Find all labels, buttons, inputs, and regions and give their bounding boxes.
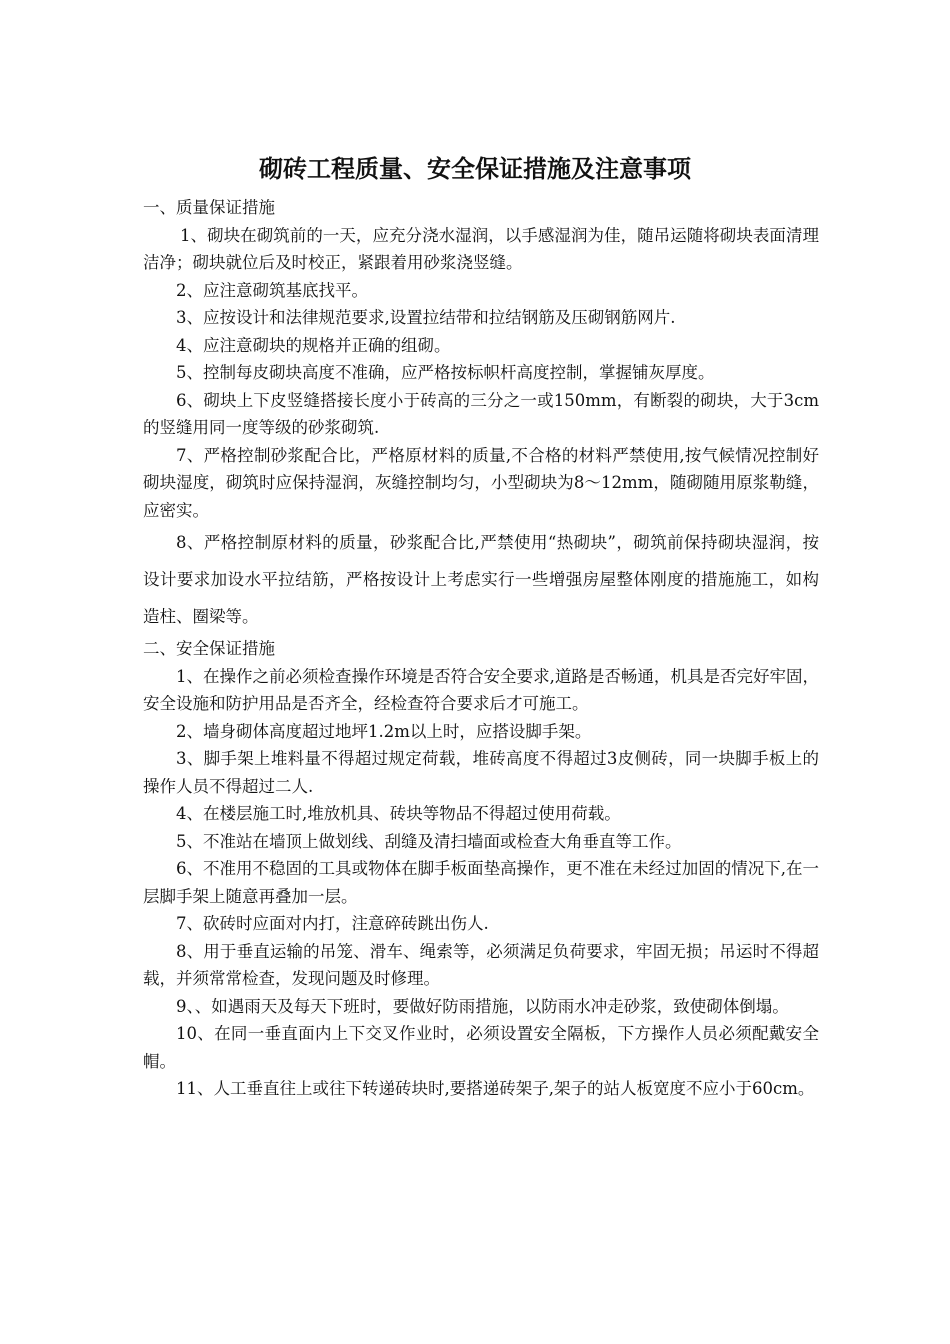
quality-item-7: 7、严格控制砂浆配合比，严格原材料的质量,不合格的材料严禁使用,按气候情况控制好砌块湿度，砌筑时应保持湿润，灰缝控制均匀，小型砌块为8～12mm，随砌随用原浆勒缝，应密实。 <box>143 445 819 520</box>
quality-item-3: 3、应按设计和法律规范要求,设置拉结带和拉结钢筋及压砌钢筋网片. <box>176 308 676 327</box>
quality-item-6: 6、砌块上下皮竖缝搭接长度小于砖高的三分之一或150mm，有断裂的砌块，大于3cm的竖缝用同一度等级的砂浆砌筑. <box>143 390 819 437</box>
section-heading-safety: 二、安全保证措施 <box>143 639 275 658</box>
quality-item-1: 1、砌块在砌筑前的一天，应充分浇水湿润，以手感湿润为佳，随吊运随将砌块表面清理洁净；砌块就位后及时校正，紧跟着用砂浆浇竖缝。 <box>143 225 819 272</box>
quality-item-8: 8、严格控制原材料的质量，砂浆配合比,严禁使用“热砌块”，砌筑前保持砌块湿润，按设计要求加设水平拉结筋，严格按设计上考虑实行一些增强房屋整体刚度的措施施工，如构造柱、圈梁等。 <box>143 533 819 626</box>
quality-item-5: 5、控制每皮砌块高度不准确，应严格按标帜杆高度控制，掌握铺灰厚度。 <box>176 363 715 382</box>
document-body <box>143 194 819 1103</box>
safety-item-9: 9、、如遇雨天及每天下班时，要做好防雨措施，以防雨水冲走砂浆，致使砌体倒塌。 <box>176 996 789 1016</box>
safety-item-1: 1、在操作之前必须检查操作环境是否符合安全要求,道路是否畅通，机具是否完好牢固，安全设施和防护用品是否齐全，经检查符合要求后才可施工。 <box>143 666 819 713</box>
safety-item-5: 5、不准站在墙顶上做划线、刮缝及清扫墙面或检查大角垂直等工作。 <box>176 831 682 851</box>
document-title: 砌砖工程质量、安全保证措施及注意事项 <box>259 155 691 183</box>
safety-item-11: 11、人工垂直往上或往下转递砖块时,要搭递砖架子,架子的站人板宽度不应小于60cm。 <box>176 1079 815 1098</box>
safety-item-3: 3、脚手架上堆料量不得超过规定荷载，堆砖高度不得超过3皮侧砖，同一块脚手板上的操作人员不得超过二人. <box>143 749 819 796</box>
quality-item-4: 4、应注意砌块的规格并正确的组砌。 <box>176 335 451 355</box>
safety-item-10: 10、在同一垂直面内上下交叉作业时，必须设置安全隔板，下方操作人员必须配戴安全帽。 <box>143 1024 819 1071</box>
safety-item-2: 2、墙身砌体高度超过地坪1.2m以上时，应搭设脚手架。 <box>176 721 592 741</box>
quality-item-2: 2、应注意砌筑基底找平。 <box>176 280 368 300</box>
safety-item-8: 8、用于垂直运输的吊笼、滑车、绳索等，必须满足负荷要求，牢固无损；吊运时不得超载，并须常常检查，发现问题及时修理。 <box>143 941 819 988</box>
section-heading-quality: 一、质量保证措施 <box>143 198 275 217</box>
safety-item-7: 7、砍砖时应面对内打，注意碎砖跳出伤人. <box>176 914 489 933</box>
safety-item-6: 6、不准用不稳固的工具或物体在脚手板面垫高操作，更不准在未经过加固的情况下,在一层脚手架上随意再叠加一层。 <box>143 859 819 906</box>
safety-item-4: 4、在楼层施工时,堆放机具、砖块等物品不得超过使用荷载。 <box>176 804 621 823</box>
